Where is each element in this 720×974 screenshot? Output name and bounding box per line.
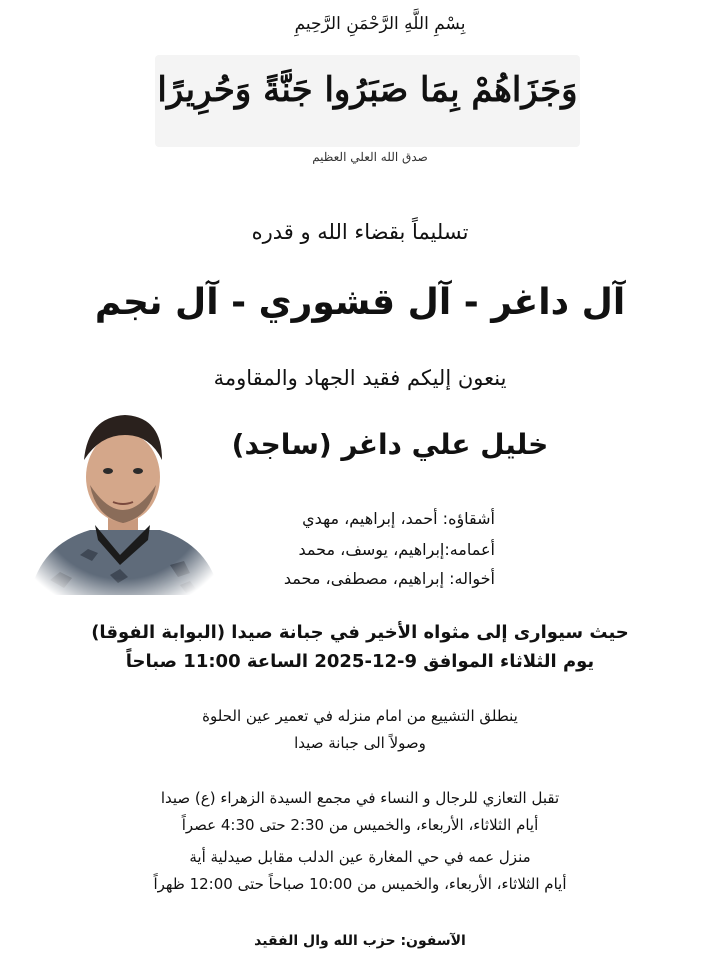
deceased-name: خليل علي داغر (ساجد) xyxy=(231,428,549,461)
paternal-uncles-line: أعمامه:إبراهيم، يوسف، محمد xyxy=(298,540,495,559)
brothers-line: أشقاؤه: أحمد، إبراهيم، مهدي xyxy=(302,509,495,528)
condolences-times-2: أيام الثلاثاء، الأربعاء، والخميس من 10:00 صباحاً حتى 12:00 ظهراً xyxy=(153,875,567,893)
mourners-line: الآسفون: حزب الله وال الفقيد xyxy=(254,933,466,949)
taslim-line: تسليماً بقضاء الله و قدره xyxy=(251,220,469,244)
funeral-location: حيث سيوارى إلى مثواه الأخير في جبانة صيدا (البوابة الفوقا) xyxy=(91,622,629,643)
maternal-uncles-line: أخواله: إبراهيم، مصطفى، محمد xyxy=(283,569,495,588)
funeral-datetime: يوم الثلاثاء الموافق 9-12-2025 الساعة 11:00 صباحاً xyxy=(125,651,595,672)
announcement-line: ينعون إليكم فقيد الجهاد والمقاومة xyxy=(213,366,507,390)
sadaqa-calligraphy: صدق الله العلي العظيم xyxy=(312,150,428,164)
condolences-times-1: أيام الثلاثاء، الأربعاء، والخميس من 2:30 حتى 4:30 عصراً xyxy=(181,816,539,834)
procession-start: ينطلق التشييع من امام منزله في تعمير عين الحلوة xyxy=(202,707,518,725)
procession-end: وصولاً الى جبانة صيدا xyxy=(294,734,426,752)
basmala-calligraphy: بِسْمِ اللَّهِ الرَّحْمَنِ الرَّحِيمِ xyxy=(294,14,466,34)
condolences-venue-1: تقبل التعازي للرجال و النساء في مجمع السيدة الزهراء (ع) صيدا xyxy=(160,789,560,807)
condolences-venue-2: منزل عمه في حي المغارة عين الدلب مقابل صيدلية أية xyxy=(189,848,531,866)
families-title: آل داغر - آل قشوري - آل نجم xyxy=(94,282,626,323)
quran-verse: وَجَزَاهُمْ بِمَا صَبَرُوا جَنَّةً وَحُرِيرًا xyxy=(157,70,578,110)
